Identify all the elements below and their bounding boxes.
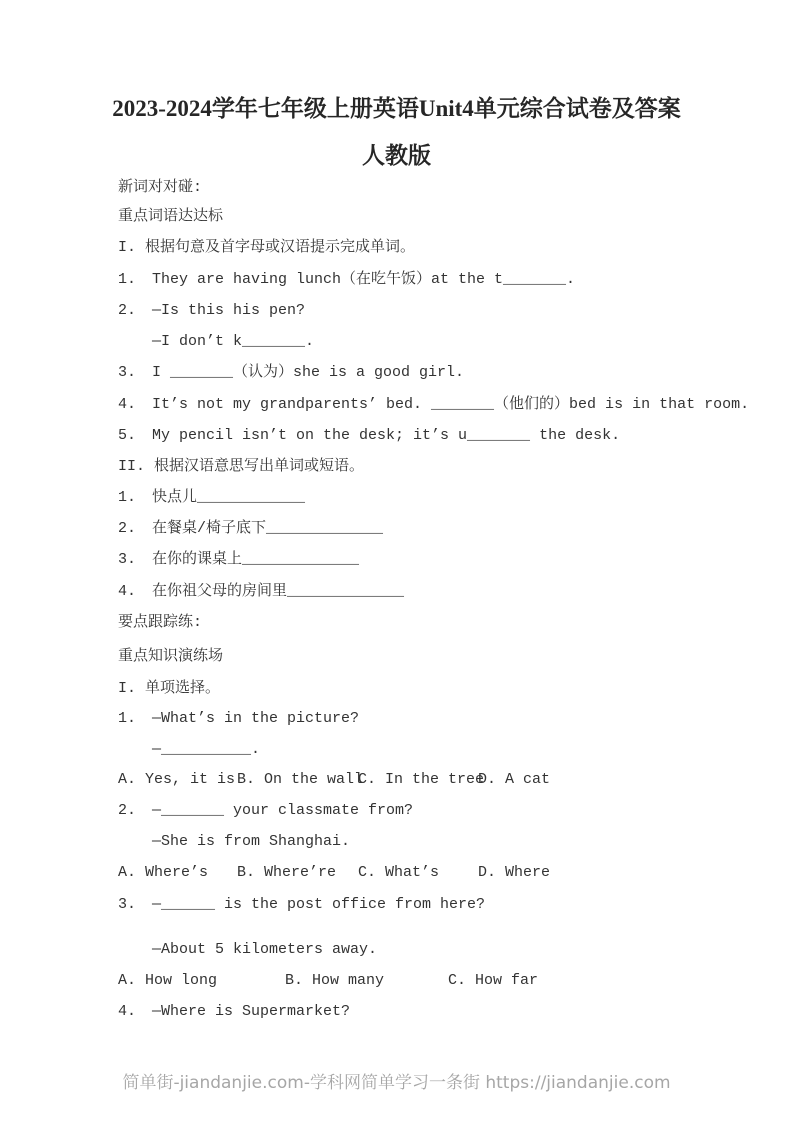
item-text: 在你的课桌上_____________ xyxy=(152,551,360,568)
mc-question-1-options xyxy=(0,770,793,790)
section2-item-2 xyxy=(118,519,383,539)
item-text: They are having lunch（在吃午饭）at the t_______. xyxy=(152,271,576,288)
item-text: 在你祖父母的房间里_____________ xyxy=(152,583,405,600)
section1-item-2 xyxy=(118,301,305,321)
item-number: 1. xyxy=(118,271,137,288)
item-number: 1. xyxy=(118,489,137,506)
page-title-line1: 2023-2024学年七年级上册英语Unit4单元综合试卷及答案 xyxy=(112,96,681,121)
option-a: A. Where’s xyxy=(118,864,209,881)
option-c: C. In the tree xyxy=(358,771,485,788)
mc-question-2-options xyxy=(0,863,793,883)
section3-header: I. 单项选择。 xyxy=(118,680,221,697)
question-text: —Where is Supermarket? xyxy=(152,1003,351,1020)
section1-item-1 xyxy=(118,270,575,290)
item-number: 2. xyxy=(118,520,137,537)
mc-question-1 xyxy=(118,709,359,729)
item-number: 3. xyxy=(118,364,137,381)
section1-item-4 xyxy=(118,395,749,415)
section1-item-2-continuation: —I don’t k_______. xyxy=(152,333,315,350)
section2-item-1 xyxy=(118,488,305,508)
footer-text: 简单街-jiandanjie.com-学科网简单学习一条街 https://jiandanjie.com xyxy=(122,1073,671,1093)
item-text: I _______（认为）she is a good girl. xyxy=(152,364,465,381)
section1-item-5 xyxy=(118,426,620,446)
option-c: C. How far xyxy=(448,972,539,989)
question-text: —What’s in the picture? xyxy=(152,710,360,727)
item-text: My pencil isn’t on the desk; it’s u_______ the desk. xyxy=(152,427,621,444)
option-d: D. Where xyxy=(478,864,551,881)
item-text: It’s not my grandparents’ bed. _______（他们的）bed is in that room. xyxy=(152,396,750,413)
mc-question-1-answer-line: —__________. xyxy=(152,741,261,758)
item-text: 快点儿____________ xyxy=(152,489,306,506)
option-c: C. What’s xyxy=(358,864,440,881)
option-a: A. How long xyxy=(118,972,218,989)
section2-item-3 xyxy=(118,550,359,570)
option-b: B. Where’re xyxy=(237,864,337,881)
item-number: 2. xyxy=(118,302,137,319)
item-number: 4. xyxy=(118,396,137,413)
mc-question-4 xyxy=(118,1002,350,1022)
section2-item-4 xyxy=(118,582,404,602)
option-a: A. Yes, it is xyxy=(118,771,236,788)
mc-question-2 xyxy=(118,801,413,821)
heading-practice: 重点知识演练场 xyxy=(118,648,224,665)
option-d: D. A cat xyxy=(478,771,551,788)
section2-header: II. 根据汉语意思写出单词或短语。 xyxy=(118,458,365,475)
item-number: 3. xyxy=(118,551,137,568)
option-b: B. How many xyxy=(285,972,385,989)
page-title-line2: 人教版 xyxy=(362,143,431,168)
mc-question-2-answer-line: —She is from Shanghai. xyxy=(152,833,351,850)
option-b: B. On the wall xyxy=(237,771,364,788)
section1-header: I. 根据句意及首字母或汉语提示完成单词。 xyxy=(118,239,416,256)
question-number: 1. xyxy=(118,710,137,727)
section1-item-3 xyxy=(118,363,464,383)
item-number: 5. xyxy=(118,427,137,444)
item-text: 在餐桌/椅子底下_____________ xyxy=(152,520,384,537)
item-number: 4. xyxy=(118,583,137,600)
heading-tracking: 要点跟踪练: xyxy=(118,614,203,631)
question-number: 4. xyxy=(118,1003,137,1020)
question-number: 2. xyxy=(118,802,137,819)
question-text: —______ is the post office from here? xyxy=(152,896,486,913)
mc-question-3 xyxy=(118,895,485,915)
question-text: —_______ your classmate from? xyxy=(152,802,414,819)
mc-question-3-answer-line: —About 5 kilometers away. xyxy=(152,941,378,958)
question-number: 3. xyxy=(118,896,137,913)
heading-key-vocab: 重点词语达达标 xyxy=(118,208,224,225)
heading-new-words: 新词对对碰: xyxy=(118,179,203,196)
item-text: —Is this his pen? xyxy=(152,302,306,319)
mc-question-3-options xyxy=(0,971,793,991)
